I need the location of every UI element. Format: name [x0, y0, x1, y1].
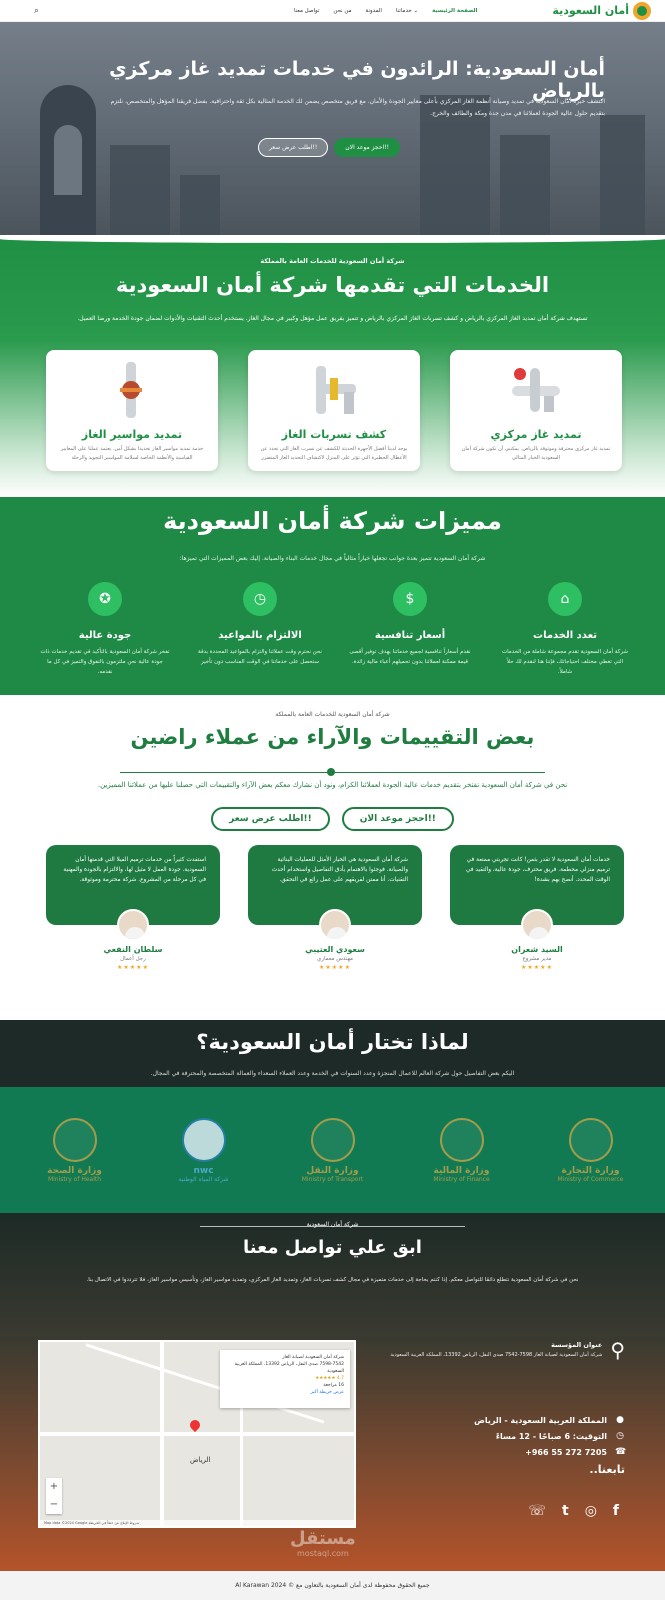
hours-row [375, 1431, 625, 1441]
partner-name: nwc [193, 1165, 214, 1176]
feature-text: نحن نحترم وقت عملائنا والتزام بالمواعيد المحددة بدقة ستحصل على خدماتنا في الوقت المناسب دون تأخير [198, 649, 322, 665]
partner-name-en: Ministry of Commerce [557, 1175, 624, 1183]
map-place-address: 7598-7542 صدى النفل، الرياض 13392، المملكة العربية السعودية [234, 1362, 344, 1374]
search-icon[interactable]: ⌕ [34, 5, 40, 16]
contact-kicker: شركة أمان السعودية [306, 1221, 359, 1228]
partner-name-en: Ministry of Transport [301, 1175, 364, 1183]
hero-subtitle: اكتشف خبرة أمان السعودية في تمديد وصيانة أنظمة الغاز المركزي بأعلى معايير الجودة والأمان. مع فريق متخصص يضمن لك الخدمة المثالية بكل ثقة واحترافية. بفضل فريقنا المؤهل والمتخصص، نلتزم بتقديم حلول عالية الجودة لعملائنا في مدن جدة ومكة والطائف والخرج. [110, 98, 605, 117]
contact-description: نحن في شركة أمان السعودية نتطلع دائمًا للتواصل معكم. إذا كنتم بحاجة إلى خدمات متميزة في مجال كشف تسربات الغاز، وتمديد الغاز المركزي، وتمديد مواسير الغاز، وتأسيس مواسير الغاز، فلا تترددوا في الاتصال بنا. [86, 1277, 579, 1283]
map-marker-icon: ● [616, 1415, 624, 1425]
leak-detection-image [256, 358, 412, 422]
review-text: خدمات أمان السعودية لا تقدر بثمن! كانت تجربتي ممتعة في ترميم منزلي محطمة. فريق محترف، جودة عالية، والتقيد في الوقت المحدد. أنصح بهم بشدة! [450, 845, 624, 925]
address-block [375, 1340, 625, 1366]
phone-text[interactable]: +966 55 272 7205 [525, 1447, 607, 1457]
feature-title: الالتزام بالمواعيد [218, 630, 302, 641]
nav-link-blog[interactable]: المدونة [365, 7, 382, 14]
watermark-en: mostaql.com [297, 1549, 349, 1558]
reviewer-name: السيد شعران [511, 945, 563, 954]
palm-swords-icon [569, 1118, 613, 1162]
logo-icon [633, 2, 651, 20]
nav-link-home[interactable]: الصفحة الرئيسية [432, 7, 478, 14]
gas-pipes-image [458, 358, 614, 422]
clock-icon: ◷ [243, 582, 277, 616]
feature-item [500, 582, 630, 677]
site-logo[interactable] [552, 2, 651, 20]
instagram-icon[interactable]: ◎ [584, 1503, 597, 1519]
why-section [0, 1020, 665, 1087]
avatar [319, 909, 351, 941]
partner-logo-nwc [149, 1105, 259, 1195]
hero-buttons [258, 138, 400, 157]
review-text: شركة أمان السعودية هي الخيار الأمثل للعمليات البنائية والصيانة. فوجئوا بالاهتمام بأدق التفاصيل واستخدام أحدث التقنيات. أنا ممتن لفريقهم على عمل رائع في التحقق. [248, 845, 422, 925]
phone-row[interactable] [375, 1447, 625, 1457]
service-card-text: تمديد غاز مركزي محترفة وموثوقة بالرياض. يمكنني أن تكون شركة أمان السعودية الخيار المثالي [461, 446, 611, 461]
services-kicker: شركة أمان السعودية للخدمات العامة بالمملكة [260, 257, 405, 265]
award-icon: ✪ [88, 582, 122, 616]
map-attribution: Map data ©2024 Google شروط الإبلاغ عن خطأ في الخريطة [40, 1520, 356, 1526]
larger-map-link[interactable]: عرض خريطة أكبر [310, 1390, 344, 1395]
address-text: شركة أمان السعودية لصيانة الغاز 7598-7542 صدى النفل، الرياض 13392، المملكة العربية السعودية [390, 1351, 603, 1358]
clock-icon: ◷ [616, 1431, 624, 1441]
feature-item [40, 582, 170, 677]
service-card[interactable] [450, 350, 622, 471]
map-place-card[interactable] [220, 1350, 350, 1408]
feature-text: تفخر شركة أمان السعودية بالتأكيد في تقديم خدمات ذات جودة عالية نحن ملتزمون بالتفوق والتميز في كل ما نقدمه. [40, 649, 170, 675]
contact-title: ابق علي تواصل معنا [243, 1237, 422, 1258]
nav-link-contact[interactable]: تواصل معنا [293, 7, 320, 14]
partner-logo-commerce [536, 1105, 646, 1195]
hero-overlay [0, 22, 665, 235]
contact-details [375, 1415, 625, 1463]
review-text: استفدت كثيراً من خدمات ترميم الفيلا التي قدمتها أمان السعودية. جودة العمل لا مثيل لها، والالتزام بالجودة والمهنية في كل مرحلة من المشروع. شركة محترمة وموثوقة. [46, 845, 220, 925]
feature-text: شركة أمان السعودية تقدم مجموعة شاملة من الخدمات التي تغطي مختلف احتياجاتك، فإننا هنا لنقدم لك حلاً شاملاً. [501, 649, 629, 675]
reviewer-name: سلطان النفعي [103, 945, 163, 954]
map-zoom-control [46, 1478, 62, 1514]
reviews-description: نحن في شركة أمان السعودية نفتخر بتقديم خدمات عالية الجودة لعملائنا الكرام، ونود أن نشارك معكم بعض الآراء والتقييمات التي حصلنا عليها من عملائنا المميزين. [97, 781, 568, 789]
zoom-in-button[interactable]: + [49, 1481, 59, 1492]
book-appointment-button[interactable]: احجز موعد الان!! [334, 138, 400, 157]
services-title: الخدمات التي تقدمها شركة أمان السعودية [115, 273, 550, 297]
contact-section [0, 1213, 665, 1571]
feature-text: نقدم أسعاراً تنافسية لجميع خدماتنا بهدف توفير أقصى قيمة ممكنة لعملائنا بدون تحميلهم أعباء مالية زائدة. [349, 649, 471, 665]
map-rating: 4.7 ★★★★★ [315, 1376, 344, 1381]
map-reviews-count: 16 مراجعة [323, 1383, 344, 1388]
service-bell-icon: ⌂ [548, 582, 582, 616]
watermark-ar: مستقل [290, 1528, 356, 1549]
zoom-out-button[interactable]: − [49, 1499, 59, 1510]
address-row [375, 1340, 625, 1360]
map-city-label: الرياض [190, 1456, 211, 1464]
location-row [375, 1415, 625, 1425]
request-quote-button[interactable]: اطلب عرض سعر!! [258, 138, 328, 157]
partner-name-en: شركة المياه الوطنية [178, 1175, 229, 1183]
section-divider [120, 772, 545, 773]
feature-title: جودة عالية [78, 630, 132, 641]
service-card[interactable] [46, 350, 218, 471]
service-card-title: تمديد مواسير الغاز [81, 428, 183, 441]
features-description: شركة أمان السعودية تتميز بعدة جوانب تجعلها خياراً مثالياً في مجال خدمات البناء والصيانة. إليك بعض المميزات التي تميزها: [179, 555, 486, 562]
partner-name: وزارة التجارة [561, 1165, 620, 1176]
wave-divider [0, 235, 665, 243]
hero-title: أمان السعودية: الرائدون في خدمات تمديد غاز مركزي بالرياض [109, 58, 605, 102]
nav-link-services[interactable] [396, 8, 418, 14]
feature-item [345, 582, 475, 667]
whatsapp-icon[interactable]: ☏ [528, 1503, 546, 1519]
rating-stars-icon: ★★★★★ [521, 964, 553, 971]
service-card-text: يوجد لدينا أفضل الأجهزة الحديثة للكشف عن تسرب الغاز التي تحدد عن الأعطال الخطيرة التي تؤثر على المنزل لاكتشاف التحديد الغاز المتضرر [260, 446, 408, 461]
avatar [117, 909, 149, 941]
feature-title: أسعار تنافسية [374, 630, 446, 641]
reviewer-role: مدير مشروع [522, 956, 552, 962]
gas-piping-image [54, 358, 210, 422]
request-quote-button[interactable]: اطلب عرض سعر!! [211, 807, 330, 831]
book-appointment-button[interactable]: احجز موعد الان!! [342, 807, 454, 831]
partners-strip [0, 1087, 665, 1213]
feature-title: تعدد الخدمات [533, 630, 597, 641]
rating-stars-icon: ★★★★★ [117, 964, 149, 971]
reviews-kicker: شركة أمان السعودية للخدمات العامة بالمملكة [275, 711, 390, 718]
why-title: لماذا تختار أمان السعودية؟ [196, 1030, 469, 1054]
reviews-title: بعض التقييمات والآراء من عملاء راضين [130, 725, 535, 749]
reviewer-role: مهندس معماري [317, 956, 353, 962]
phone-icon: ☎ [615, 1447, 627, 1457]
service-card-text: خدمة تمديد مواسير الغاز تحديدا بشكل آمن. يعتمد عملنا على المعايير القياسية والأنظمة الخاصة لسلامة المواسير التجويد والرحلة [60, 446, 204, 461]
partner-logo-transport [278, 1105, 388, 1195]
map-road [40, 1432, 356, 1436]
avatar [521, 909, 553, 941]
location-pin-icon: ⚲ [610, 1338, 625, 1362]
palm-icon [311, 1118, 355, 1162]
twitter-icon[interactable]: t [561, 1503, 569, 1519]
review-card [46, 845, 220, 971]
water-drop-icon [182, 1118, 226, 1162]
chevron-down-icon: ⌄ [413, 7, 419, 14]
footer-copyright: جميع الحقوق محفوظة لدى أمان السعودية بالتعاون مع © 2024 Al Karawan [0, 1571, 665, 1600]
logo-text: أمان السعودية [552, 4, 629, 17]
service-card-title: تمديد غاز مركزي [490, 428, 582, 441]
hero-section [0, 22, 665, 235]
social-links [528, 1503, 619, 1519]
follow-us-label: تابعنا.. [589, 1463, 625, 1476]
map-road [240, 1402, 243, 1528]
watermark [290, 1528, 356, 1558]
services-section [0, 235, 665, 497]
service-card-title: كشف تسربات الغاز [281, 428, 387, 441]
emblem-icon [440, 1118, 484, 1162]
nav-links [294, 8, 478, 14]
location-text: المملكة العربية السعودية - الرياض [474, 1415, 607, 1425]
services-description: تستهدف شركة أمان تمديد الغاز المركزي بالرياض و كشف تسربات الغاز المركزي بالرياض و تتميز بفريق عمل مؤهل وكبير في مجال الغاز. يستخدم أحدث التقنيات والأدوات لضمان جودة الخدمة ورضا العميل. [77, 315, 588, 322]
review-card [450, 845, 624, 971]
feature-item [195, 582, 325, 667]
partner-name: وزارة النقل [306, 1165, 359, 1176]
reviews-section [0, 695, 665, 1020]
partner-name-en: Ministry of Finance [433, 1175, 490, 1183]
top-nav [0, 0, 665, 22]
features-title: مميزات شركة أمان السعودية [163, 507, 502, 535]
partner-name-en: Ministry of Health [47, 1175, 102, 1183]
facebook-icon[interactable]: f [612, 1503, 619, 1519]
partner-logo-health [20, 1105, 130, 1195]
why-description: اليكم بعض التفاصيل حول شركة العالم للاعمال المنجزة وعدد السنوات في الخدمة وعدد العملاء السعداء والعمالة المتخصصة والمحترفة في المجال. [150, 1070, 515, 1077]
google-map[interactable] [38, 1340, 356, 1528]
reviews-buttons [0, 807, 665, 831]
rating-stars-icon: ★★★★★ [319, 964, 351, 971]
service-card[interactable] [248, 350, 420, 471]
partner-name: وزارة الصحة [47, 1165, 102, 1176]
money-icon: $ [393, 582, 427, 616]
palm-swords-icon [53, 1118, 97, 1162]
nav-link-about[interactable]: من نحن [333, 7, 352, 14]
partner-name: وزارة المالية [433, 1165, 490, 1176]
hours-text: التوقيت: 6 صباحًا - 12 مساءً [495, 1431, 607, 1441]
map-pin-icon[interactable] [188, 1418, 202, 1432]
nav-link-services-label: خدماتنا [395, 7, 412, 14]
reviewer-role: رجل أعمال [120, 956, 146, 962]
review-card [248, 845, 422, 971]
address-title: عنوان المؤسسة [551, 1340, 603, 1349]
features-section [0, 497, 665, 695]
reviewer-name: سعودي العتيبي [305, 945, 365, 954]
map-place-name: شركة أمان السعودية لصيانة الغاز [282, 1355, 344, 1360]
partner-logo-finance [407, 1105, 517, 1195]
